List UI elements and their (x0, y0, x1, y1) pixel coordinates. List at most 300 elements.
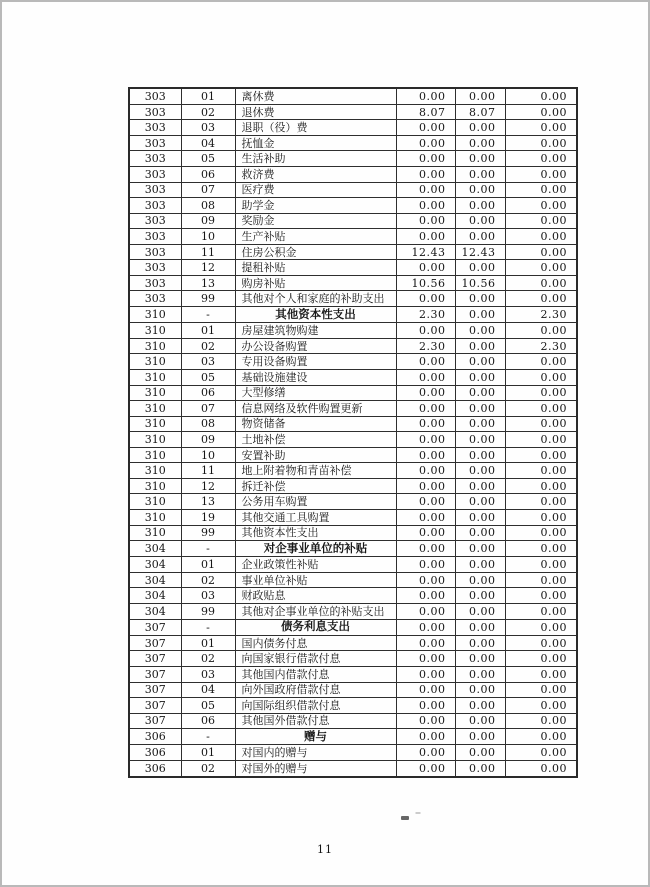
item-name-cell: 安置补助 (235, 447, 396, 463)
amount-cell: 0.00 (396, 369, 455, 385)
code-cell: 310 (129, 510, 181, 526)
amount-cell: 0.00 (505, 213, 577, 229)
item-name-cell: 事业单位补贴 (235, 572, 396, 588)
amount-cell: 0.00 (396, 229, 455, 245)
item-name-cell: 其他国内借款付息 (235, 666, 396, 682)
amount-cell: 0.00 (455, 369, 505, 385)
table-row (129, 104, 577, 120)
code-cell: 303 (129, 229, 181, 245)
amount-cell: 0.00 (396, 182, 455, 198)
subcode-cell: 04 (181, 135, 235, 151)
subcode-cell: 01 (181, 323, 235, 339)
code-cell: 303 (129, 88, 181, 104)
subcode-cell: 05 (181, 151, 235, 167)
amount-cell: 0.00 (396, 88, 455, 104)
table-row (129, 447, 577, 463)
subcode-cell: - (181, 541, 235, 557)
amount-cell: 0.00 (505, 588, 577, 604)
budget-table-body (129, 88, 577, 777)
amount-cell: 0.00 (455, 588, 505, 604)
amount-cell: 0.00 (396, 120, 455, 136)
amount-cell: 0.00 (455, 260, 505, 276)
amount-cell: 0.00 (505, 354, 577, 370)
table-row (129, 213, 577, 229)
subcode-cell: 01 (181, 635, 235, 651)
amount-cell: 0.00 (505, 104, 577, 120)
code-cell: 304 (129, 557, 181, 573)
table-row (129, 698, 577, 714)
amount-cell: 0.00 (505, 182, 577, 198)
amount-cell: 0.00 (505, 713, 577, 729)
subcode-cell: 02 (181, 104, 235, 120)
amount-cell: 0.00 (455, 447, 505, 463)
item-name-cell: 基础设施建设 (235, 369, 396, 385)
table-row (129, 666, 577, 682)
amount-cell: 0.00 (505, 698, 577, 714)
item-name-cell: 退休费 (235, 104, 396, 120)
table-row (129, 338, 577, 354)
subcode-cell: 03 (181, 666, 235, 682)
amount-cell: 0.00 (396, 432, 455, 448)
amount-cell: 10.56 (455, 275, 505, 291)
code-cell: 303 (129, 182, 181, 198)
code-cell: 310 (129, 354, 181, 370)
item-name-cell: 债务利息支出 (235, 619, 396, 635)
code-cell: 310 (129, 307, 181, 323)
amount-cell: 0.00 (396, 478, 455, 494)
subcode-cell: 01 (181, 557, 235, 573)
table-row (129, 401, 577, 417)
code-cell: 306 (129, 729, 181, 745)
code-cell: 306 (129, 760, 181, 777)
item-name-cell: 其他国外借款付息 (235, 713, 396, 729)
code-cell: 303 (129, 120, 181, 136)
table-row (129, 557, 577, 573)
amount-cell: 0.00 (505, 323, 577, 339)
amount-cell: 0.00 (455, 619, 505, 635)
amount-cell: 0.00 (505, 682, 577, 698)
table-row (129, 416, 577, 432)
amount-cell: 0.00 (455, 120, 505, 136)
amount-cell: 0.00 (505, 291, 577, 307)
subcode-cell: 09 (181, 432, 235, 448)
subcode-cell: 11 (181, 463, 235, 479)
table-row (129, 682, 577, 698)
amount-cell: 0.00 (455, 698, 505, 714)
table-row (129, 635, 577, 651)
table-row (129, 604, 577, 620)
page-number: 11 (317, 843, 333, 856)
code-cell: 303 (129, 260, 181, 276)
subcode-cell: 13 (181, 494, 235, 510)
code-cell: 310 (129, 463, 181, 479)
amount-cell: 0.00 (505, 120, 577, 136)
item-name-cell: 大型修缮 (235, 385, 396, 401)
amount-cell: 0.00 (505, 541, 577, 557)
subcode-cell: 19 (181, 510, 235, 526)
amount-cell: 0.00 (396, 729, 455, 745)
amount-cell: 0.00 (455, 729, 505, 745)
code-cell: 304 (129, 588, 181, 604)
amount-cell: 0.00 (455, 385, 505, 401)
table-row (129, 166, 577, 182)
section-header-row (129, 729, 577, 745)
code-cell: 303 (129, 135, 181, 151)
table-row (129, 323, 577, 339)
item-name-cell: 地上附着物和青苗补偿 (235, 463, 396, 479)
amount-cell: 0.00 (455, 463, 505, 479)
code-cell: 304 (129, 572, 181, 588)
amount-cell: 0.00 (396, 198, 455, 214)
subcode-cell: 04 (181, 682, 235, 698)
code-cell: 310 (129, 401, 181, 417)
subcode-cell: 06 (181, 166, 235, 182)
table-row (129, 291, 577, 307)
amount-cell: 0.00 (396, 588, 455, 604)
amount-cell: 0.00 (396, 494, 455, 510)
subcode-cell: 06 (181, 713, 235, 729)
code-cell: 303 (129, 151, 181, 167)
item-name-cell: 其他对企事业单位的补贴支出 (235, 604, 396, 620)
table-row (129, 88, 577, 104)
amount-cell: 0.00 (505, 651, 577, 667)
subcode-cell: 10 (181, 447, 235, 463)
amount-cell: 0.00 (396, 619, 455, 635)
amount-cell: 0.00 (455, 323, 505, 339)
amount-cell: 0.00 (455, 557, 505, 573)
amount-cell: 0.00 (505, 572, 577, 588)
code-cell: 303 (129, 166, 181, 182)
amount-cell: 0.00 (505, 760, 577, 777)
table-row (129, 432, 577, 448)
code-cell: 310 (129, 323, 181, 339)
table-row (129, 651, 577, 667)
amount-cell: 0.00 (505, 229, 577, 245)
table-row (129, 198, 577, 214)
scan-artifact (401, 816, 409, 820)
amount-cell: 0.00 (396, 323, 455, 339)
amount-cell: 0.00 (505, 416, 577, 432)
table-row (129, 588, 577, 604)
amount-cell: 0.00 (505, 135, 577, 151)
subcode-cell: 12 (181, 478, 235, 494)
amount-cell: 0.00 (396, 213, 455, 229)
amount-cell: 0.00 (396, 557, 455, 573)
section-header-row (129, 307, 577, 323)
amount-cell: 0.00 (455, 307, 505, 323)
amount-cell: 0.00 (455, 213, 505, 229)
amount-cell: 0.00 (455, 635, 505, 651)
subcode-cell: 05 (181, 369, 235, 385)
code-cell: 310 (129, 494, 181, 510)
amount-cell: 0.00 (455, 651, 505, 667)
item-name-cell: 购房补贴 (235, 275, 396, 291)
subcode-cell: 12 (181, 260, 235, 276)
item-name-cell: 提租补贴 (235, 260, 396, 276)
amount-cell: 0.00 (396, 510, 455, 526)
amount-cell: 10.56 (396, 275, 455, 291)
code-cell: 307 (129, 619, 181, 635)
code-cell: 304 (129, 604, 181, 620)
subcode-cell: 02 (181, 760, 235, 777)
amount-cell: 0.00 (396, 463, 455, 479)
amount-cell: 0.00 (396, 401, 455, 417)
code-cell: 310 (129, 416, 181, 432)
amount-cell: 0.00 (396, 525, 455, 541)
amount-cell: 0.00 (505, 525, 577, 541)
amount-cell: 0.00 (455, 166, 505, 182)
subcode-cell: 08 (181, 198, 235, 214)
amount-cell: 0.00 (396, 135, 455, 151)
item-name-cell: 住房公积金 (235, 244, 396, 260)
amount-cell: 0.00 (396, 385, 455, 401)
amount-cell: 0.00 (505, 275, 577, 291)
amount-cell: 0.00 (505, 260, 577, 276)
item-name-cell: 企业政策性补贴 (235, 557, 396, 573)
amount-cell: 0.00 (455, 229, 505, 245)
amount-cell: 0.00 (396, 682, 455, 698)
table-row (129, 182, 577, 198)
code-cell: 307 (129, 698, 181, 714)
table-row (129, 135, 577, 151)
code-cell: 303 (129, 275, 181, 291)
code-cell: 310 (129, 385, 181, 401)
amount-cell: 0.00 (505, 244, 577, 260)
item-name-cell: 向国际组织借款付息 (235, 698, 396, 714)
item-name-cell: 其他对个人和家庭的补助支出 (235, 291, 396, 307)
amount-cell: 0.00 (396, 713, 455, 729)
amount-cell: 12.43 (455, 244, 505, 260)
item-name-cell: 向外国政府借款付息 (235, 682, 396, 698)
amount-cell: 0.00 (455, 666, 505, 682)
item-name-cell: 赠与 (235, 729, 396, 745)
amount-cell: 0.00 (505, 447, 577, 463)
amount-cell: 0.00 (505, 401, 577, 417)
subcode-cell: 07 (181, 182, 235, 198)
subcode-cell: 03 (181, 120, 235, 136)
amount-cell: 0.00 (505, 619, 577, 635)
amount-cell: 0.00 (505, 385, 577, 401)
amount-cell: 0.00 (455, 182, 505, 198)
amount-cell: 0.00 (455, 416, 505, 432)
amount-cell: 0.00 (505, 432, 577, 448)
table-row (129, 510, 577, 526)
code-cell: 307 (129, 651, 181, 667)
subcode-cell: 11 (181, 244, 235, 260)
item-name-cell: 抚恤金 (235, 135, 396, 151)
amount-cell: 0.00 (455, 291, 505, 307)
item-name-cell: 生产补贴 (235, 229, 396, 245)
amount-cell: 0.00 (455, 198, 505, 214)
item-name-cell: 救济费 (235, 166, 396, 182)
table-row (129, 369, 577, 385)
code-cell: 303 (129, 198, 181, 214)
amount-cell: 0.00 (455, 494, 505, 510)
amount-cell: 0.00 (505, 88, 577, 104)
item-name-cell: 专用设备购置 (235, 354, 396, 370)
subcode-cell: 02 (181, 572, 235, 588)
code-cell: 307 (129, 682, 181, 698)
amount-cell: 0.00 (396, 760, 455, 777)
item-name-cell: 医疗费 (235, 182, 396, 198)
item-name-cell: 其他交通工具购置 (235, 510, 396, 526)
item-name-cell: 对国外的赠与 (235, 760, 396, 777)
item-name-cell: 离休费 (235, 88, 396, 104)
amount-cell: 8.07 (455, 104, 505, 120)
subcode-cell: - (181, 619, 235, 635)
code-cell: 310 (129, 338, 181, 354)
section-header-row (129, 619, 577, 635)
subcode-cell: 08 (181, 416, 235, 432)
amount-cell: 0.00 (455, 88, 505, 104)
item-name-cell: 生活补助 (235, 151, 396, 167)
amount-cell: 0.00 (396, 541, 455, 557)
subcode-cell: 99 (181, 604, 235, 620)
amount-cell: 0.00 (505, 510, 577, 526)
table-row (129, 572, 577, 588)
subcode-cell: 02 (181, 338, 235, 354)
amount-cell: 0.00 (455, 432, 505, 448)
subcode-cell: 07 (181, 401, 235, 417)
amount-cell: 0.00 (455, 401, 505, 417)
amount-cell: 0.00 (396, 572, 455, 588)
subcode-cell: - (181, 307, 235, 323)
subcode-cell: 99 (181, 291, 235, 307)
amount-cell: 0.00 (505, 666, 577, 682)
amount-cell: 8.07 (396, 104, 455, 120)
amount-cell: 0.00 (505, 463, 577, 479)
subcode-cell: 13 (181, 275, 235, 291)
code-cell: 307 (129, 713, 181, 729)
table-row (129, 151, 577, 167)
amount-cell: 0.00 (505, 729, 577, 745)
budget-table (128, 87, 578, 778)
item-name-cell: 拆迁补偿 (235, 478, 396, 494)
amount-cell: 0.00 (505, 198, 577, 214)
amount-cell: 0.00 (396, 745, 455, 761)
amount-cell: 0.00 (455, 151, 505, 167)
amount-cell: 0.00 (505, 604, 577, 620)
amount-cell: 0.00 (396, 416, 455, 432)
amount-cell: 0.00 (505, 745, 577, 761)
code-cell: 310 (129, 478, 181, 494)
table-row (129, 760, 577, 777)
item-name-cell: 其他资本性支出 (235, 525, 396, 541)
amount-cell: 0.00 (396, 447, 455, 463)
amount-cell: 0.00 (396, 604, 455, 620)
item-name-cell: 对国内的赠与 (235, 745, 396, 761)
table-row (129, 385, 577, 401)
amount-cell: 0.00 (455, 541, 505, 557)
code-cell: 303 (129, 291, 181, 307)
subcode-cell: 10 (181, 229, 235, 245)
item-name-cell: 奖励金 (235, 213, 396, 229)
table-row (129, 229, 577, 245)
table-row (129, 713, 577, 729)
amount-cell: 0.00 (396, 651, 455, 667)
subcode-cell: 06 (181, 385, 235, 401)
amount-cell: 0.00 (396, 291, 455, 307)
amount-cell: 0.00 (505, 151, 577, 167)
amount-cell: 2.30 (396, 338, 455, 354)
item-name-cell: 物资储备 (235, 416, 396, 432)
amount-cell: 0.00 (455, 354, 505, 370)
amount-cell: 0.00 (505, 369, 577, 385)
subcode-cell: 05 (181, 698, 235, 714)
amount-cell: 0.00 (455, 135, 505, 151)
amount-cell: 0.00 (396, 698, 455, 714)
code-cell: 303 (129, 244, 181, 260)
item-name-cell: 对企事业单位的补贴 (235, 541, 396, 557)
table-row (129, 354, 577, 370)
item-name-cell: 信息网络及软件购置更新 (235, 401, 396, 417)
subcode-cell: 01 (181, 88, 235, 104)
subcode-cell: 03 (181, 588, 235, 604)
amount-cell: 0.00 (396, 666, 455, 682)
code-cell: 306 (129, 745, 181, 761)
amount-cell: 0.00 (455, 478, 505, 494)
amount-cell: 0.00 (455, 510, 505, 526)
amount-cell: 12.43 (396, 244, 455, 260)
subcode-cell: 99 (181, 525, 235, 541)
code-cell: 310 (129, 447, 181, 463)
amount-cell: 0.00 (505, 478, 577, 494)
code-cell: 304 (129, 541, 181, 557)
amount-cell: 0.00 (455, 745, 505, 761)
table-row (129, 244, 577, 260)
amount-cell: 0.00 (455, 604, 505, 620)
amount-cell: 0.00 (505, 635, 577, 651)
amount-cell: 0.00 (505, 166, 577, 182)
subcode-cell: 03 (181, 354, 235, 370)
item-name-cell: 公务用车购置 (235, 494, 396, 510)
table-row (129, 745, 577, 761)
amount-cell: 0.00 (455, 682, 505, 698)
code-cell: 307 (129, 635, 181, 651)
subcode-cell: 09 (181, 213, 235, 229)
subcode-cell: 01 (181, 745, 235, 761)
amount-cell: 0.00 (455, 572, 505, 588)
item-name-cell: 房屋建筑物购建 (235, 323, 396, 339)
amount-cell: 0.00 (396, 260, 455, 276)
amount-cell: 2.30 (396, 307, 455, 323)
subcode-cell: - (181, 729, 235, 745)
item-name-cell: 土地补偿 (235, 432, 396, 448)
amount-cell: 0.00 (396, 354, 455, 370)
item-name-cell: 财政贴息 (235, 588, 396, 604)
amount-cell: 0.00 (455, 760, 505, 777)
code-cell: 303 (129, 213, 181, 229)
table-row (129, 120, 577, 136)
item-name-cell: 退职（役）费 (235, 120, 396, 136)
code-cell: 310 (129, 369, 181, 385)
item-name-cell: 向国家银行借款付息 (235, 651, 396, 667)
subcode-cell: 02 (181, 651, 235, 667)
amount-cell: 0.00 (505, 557, 577, 573)
code-cell: 310 (129, 432, 181, 448)
table-row (129, 260, 577, 276)
amount-cell: 0.00 (455, 713, 505, 729)
amount-cell: 2.30 (505, 338, 577, 354)
item-name-cell: 国内债务付息 (235, 635, 396, 651)
code-cell: 303 (129, 104, 181, 120)
section-header-row (129, 541, 577, 557)
item-name-cell: 助学金 (235, 198, 396, 214)
code-cell: 307 (129, 666, 181, 682)
amount-cell: 0.00 (505, 494, 577, 510)
item-name-cell: 其他资本性支出 (235, 307, 396, 323)
table-row (129, 525, 577, 541)
